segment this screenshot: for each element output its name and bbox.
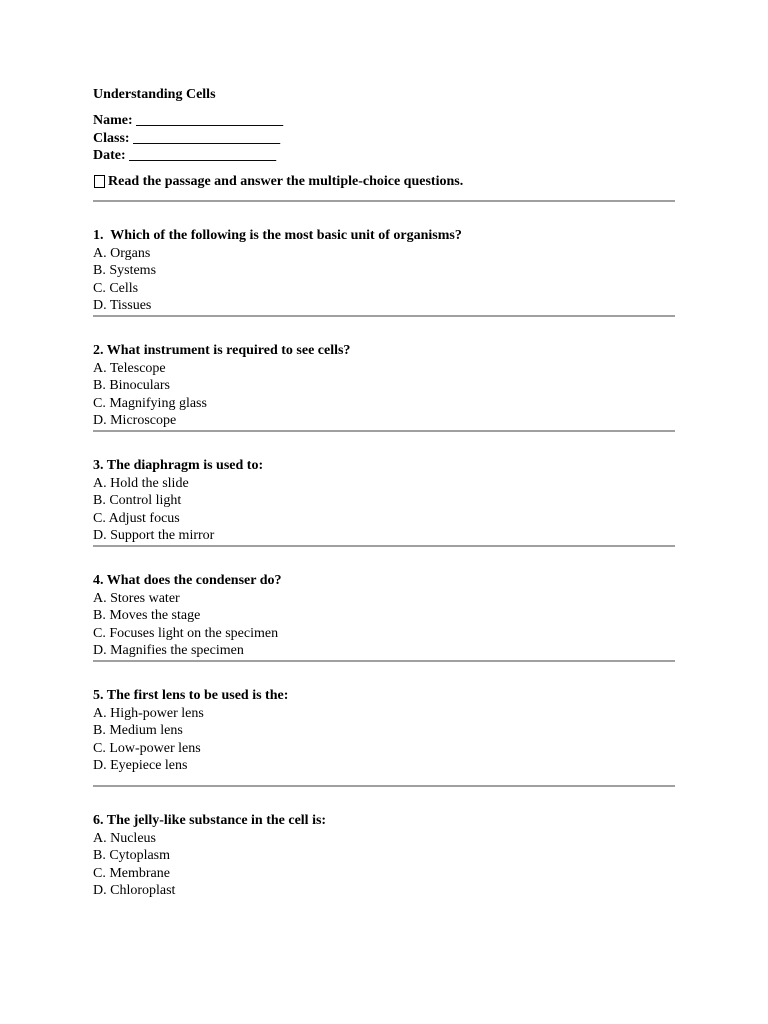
option: D. Tissues — [93, 298, 152, 313]
option: A. Stores water — [93, 590, 180, 606]
question-text: 4. What does the condenser do? — [93, 572, 282, 588]
question-3 — [93, 432, 675, 545]
option: B. Control light — [93, 493, 182, 508]
instruction-text: Read the passage and answer the multiple-choice questions. — [108, 173, 464, 189]
option: B. Systems — [93, 263, 157, 278]
option: C. Adjust focus — [93, 510, 180, 526]
question-text: 2. What instrument is required to see cells? — [93, 342, 351, 358]
question-5 — [93, 662, 675, 785]
missing-glyph-icon — [94, 175, 105, 188]
option: C. Low-power lens — [93, 740, 201, 756]
question-text: 1. Which of the following is the most basic unit of organisms? — [93, 227, 462, 243]
option: A. Hold the slide — [93, 475, 189, 491]
option: C. Magnifying glass — [93, 395, 207, 411]
page-title: Understanding Cells — [93, 87, 216, 102]
name-label: Name: — [93, 113, 133, 128]
question-text: 6. The jelly-like substance in the cell is: — [93, 812, 327, 828]
option: D. Eyepiece lens — [93, 758, 188, 773]
question-2 — [93, 317, 675, 430]
question-4 — [93, 547, 675, 660]
instruction — [93, 173, 675, 191]
name-field — [93, 112, 675, 130]
name-blank: _____________________ — [136, 113, 284, 128]
option: D. Chloroplast — [93, 883, 176, 898]
class-field — [93, 130, 675, 148]
option: C. Focuses light on the specimen — [93, 625, 279, 641]
option: B. Moves the stage — [93, 608, 201, 623]
worksheet-page — [93, 86, 675, 900]
option: C. Cells — [93, 280, 139, 296]
date-field — [93, 147, 675, 165]
option: A. Nucleus — [93, 830, 156, 846]
option: B. Medium lens — [93, 723, 183, 738]
option: B. Binoculars — [93, 378, 170, 393]
option: A. Organs — [93, 245, 151, 261]
question-1 — [93, 202, 675, 315]
question-6 — [93, 787, 675, 900]
question-text: 5. The first lens to be used is the: — [93, 687, 289, 703]
class-label: Class: — [93, 130, 130, 146]
option: B. Cytoplasm — [93, 848, 171, 863]
option: C. Membrane — [93, 865, 170, 881]
class-blank: _____________________ — [133, 130, 281, 146]
date-label: Date: — [93, 148, 126, 163]
option: D. Magnifies the specimen — [93, 643, 244, 658]
question-text: 3. The diaphragm is used to: — [93, 457, 264, 473]
option: A. High-power lens — [93, 705, 204, 721]
option: D. Microscope — [93, 413, 177, 428]
option: A. Telescope — [93, 360, 166, 376]
spacer — [93, 775, 675, 785]
date-blank: _____________________ — [129, 148, 277, 163]
option: D. Support the mirror — [93, 528, 215, 543]
